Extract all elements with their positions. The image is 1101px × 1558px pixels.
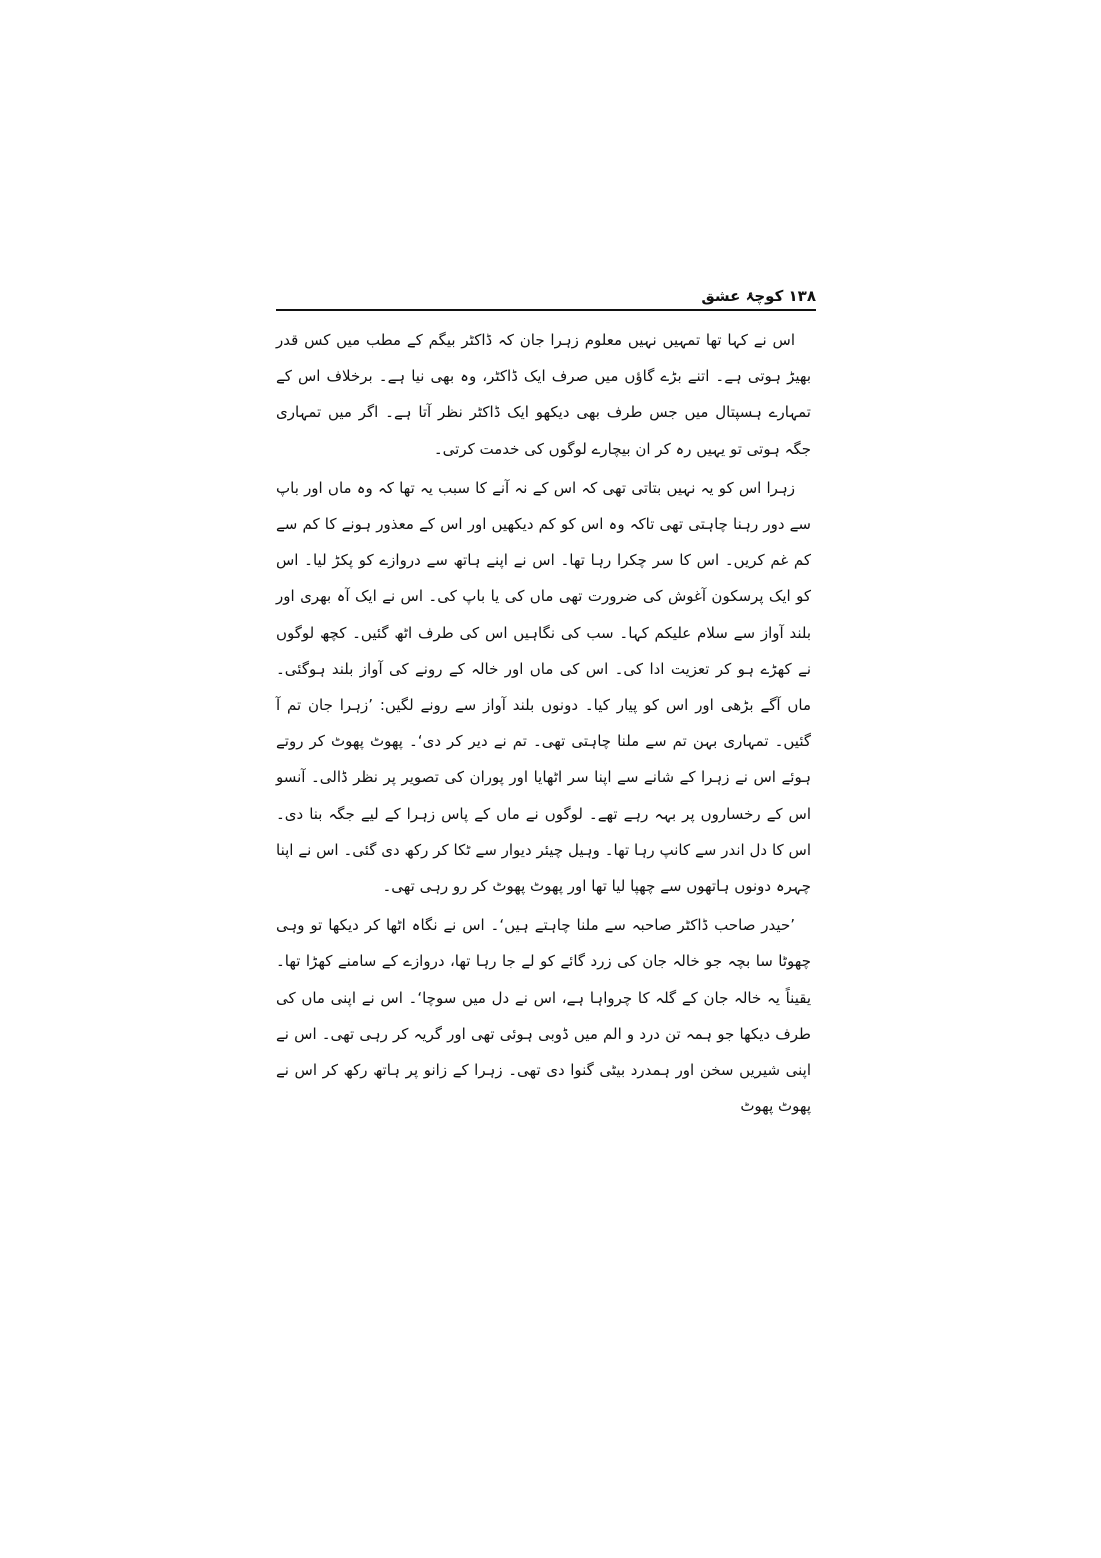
page-body <box>276 322 811 1127</box>
paragraph-2: زہرا اس کو یہ نہیں بتاتی تھی کہ اس کے نہ آنے کا سبب یہ تھا کہ وہ ماں اور باپ سے دور رہنا چاہتی تھی تاکہ وہ اس کو کم دیکھیں اور اس کے معذور ہونے کا کم سے کم غم کریں۔ اس کا سر چکرا رہا تھا۔ اس نے اپنے ہاتھ سے دروازے کو پکڑ لیا۔ اس کو ایک پرسکون آغوش کی ضرورت تھی ماں کی یا باپ کی۔ اس نے ایک آہ بھری اور بلند آواز سے سلام علیکم کہا۔ سب کی نگاہیں اس کی طرف اٹھ گئیں۔ کچھ لوگوں نے کھڑے ہو کر تعزیت ادا کی۔ اس کی ماں اور خالہ کے رونے کی آواز بلند ہوگئی۔ ماں آگے بڑھی اور اس کو پیار کیا۔ دونوں بلند آواز سے رونے لگیں: ’زہرا جان تم آ گئیں۔ تمہاری بہن تم سے ملنا چاہتی تھی۔ تم نے دیر کر دی‘۔ پھوٹ پھوٹ کر روتے ہوئے اس نے زہرا کے شانے سے اپنا سر اٹھایا اور پوران کی تصویر پر نظر ڈالی۔ آنسو اس کے رخساروں پر بہہ رہے تھے۔ لوگوں نے ماں کے پاس زہرا کے لیے جگہ بنا دی۔ اس کا دل اندر سے کانپ رہا تھا۔ وہیل چیئر دیوار سے ٹکا کر رکھ دی گئی۔ اس نے اپنا چہرہ دونوں ہاتھوں سے چھپا لیا تھا اور پھوٹ پھوٹ کر رو رہی تھی۔ <box>276 478 811 896</box>
paragraph-1: اس نے کہا تھا تمہیں نہیں معلوم زہرا جان کہ ڈاکٹر بیگم کے مطب میں کس قدر بھیڑ ہوتی ہے۔ اتنے بڑے گاؤں میں صرف ایک ڈاکٹر، وہ بھی نیا ہے۔ برخلاف اس کے تمہارے ہسپتال میں جس طرف بھی دیکھو ایک ڈاکٹر نظر آتا ہے۔ اگر میں تمہاری جگہ ہوتی تو یہیں رہ کر ان بیچارے لوگوں کی خدمت کرتی۔ <box>276 331 811 458</box>
header-rule <box>276 309 816 311</box>
running-head: ۱۳۸ کوچۂ عشق <box>701 287 816 305</box>
paragraph-3: ’حیدر صاحب ڈاکٹر صاحبہ سے ملنا چاہتے ہیں‘۔ اس نے نگاہ اٹھا کر دیکھا تو وہی چھوٹا سا بچہ جو خالہ جان کی زرد گائے کو لے جا رہا تھا، دروازے کے سامنے کھڑا تھا۔ یقیناً یہ خالہ جان کے گلہ کا چرواہا ہے، اس نے دل میں سوچا‘۔ اس نے اپنی ماں کی طرف دیکھا جو ہمہ تن درد و الم میں ڈوبی ہوئی تھی اور گریہ کر رہی تھی۔ اس نے اپنی شیریں سخن اور ہمدرد بیٹی گنوا دی تھی۔ زہرا کے زانو پر ہاتھ رکھ کر اس نے پھوٹ پھوٹ <box>276 916 811 1116</box>
